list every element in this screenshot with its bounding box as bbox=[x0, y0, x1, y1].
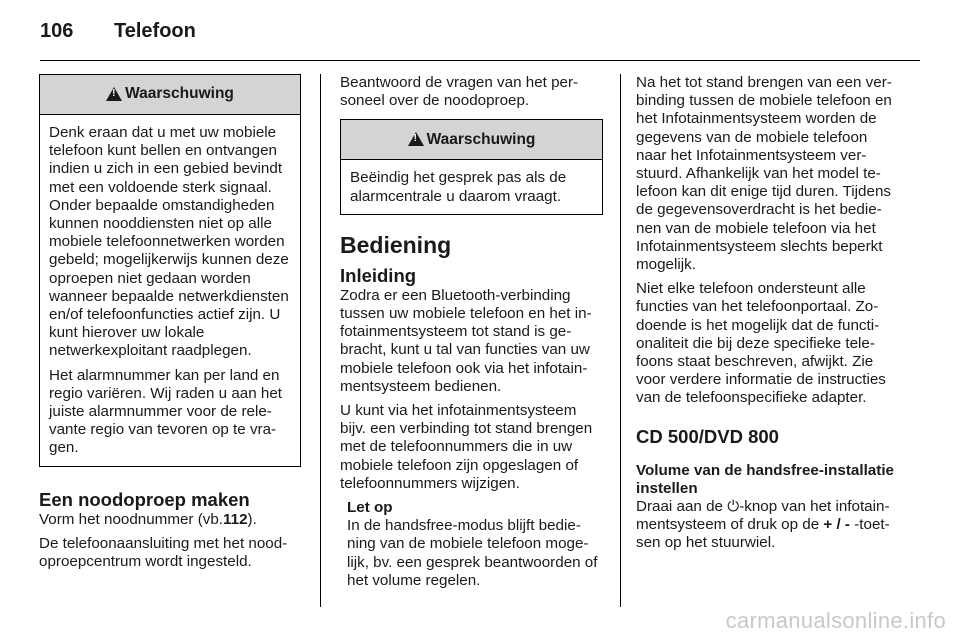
paragraph: Niet elke telefoon ondersteunt alle functies van het telefoonportaal. Zodoende is het mogelijk dat de functionaliteit die bij deze specifieke telefoons staat beschreven, afwijkt. Zie voor verdere informatie de instructies van de telefoonspecifieke adapter. bbox=[636, 280, 886, 407]
header-divider bbox=[40, 60, 920, 61]
note-box bbox=[340, 499, 603, 590]
heading-cd500-dvd800: CD 500/DVD 800 bbox=[636, 425, 779, 447]
warning-header bbox=[40, 75, 300, 115]
column-1 bbox=[39, 74, 301, 577]
warning-paragraph: Het alarmnummer kan per land en regio variëren. Wij raden u aan het juiste alarmnummer voor de relevante regio van tevoren op te vragen. bbox=[49, 366, 283, 457]
warning-triangle-icon bbox=[408, 132, 424, 146]
watermark: carmanualsonline.info bbox=[725, 608, 946, 633]
warning-box bbox=[39, 74, 301, 467]
text-segment: -knop van het infotainmentsysteem of druk op de bbox=[636, 497, 890, 533]
paragraph: Zodra er een Bluetooth-verbinding tussen uw mobiele telefoon en het infotainmentsysteem tot stand is gebracht, kunt u tal van functies van uw mobiele telefoon ook via het infotainmentsysteem bedienen. bbox=[340, 286, 592, 395]
text-segment: ). bbox=[247, 510, 257, 528]
subheading-introduction: Inleiding bbox=[340, 264, 417, 286]
warning-paragraph: Beëindig het gesprek pas als de alarmcentrale u daarom vraagt. bbox=[350, 169, 567, 205]
section-title: Telefoon bbox=[114, 20, 196, 42]
heading-emergency-call: Een noodoproep maken bbox=[39, 488, 250, 510]
note-text: In de handsfree-modus blijft bediening van de mobiele telefoon mogelijk, bv. een gesprek beantwoorden of het volume regelen. bbox=[347, 517, 598, 589]
paragraph bbox=[39, 511, 301, 529]
page-reference-link[interactable]: 112 bbox=[223, 510, 248, 528]
volume-keys-label: + / - bbox=[823, 515, 850, 533]
warning-body bbox=[40, 115, 300, 466]
paragraph bbox=[636, 498, 901, 553]
subheading-volume: Volume van de handsfree-installatie instellen bbox=[636, 461, 894, 497]
heading-operation: Bediening bbox=[340, 231, 452, 258]
warning-box bbox=[340, 119, 603, 214]
power-knob-icon: ⏻ bbox=[727, 497, 740, 515]
text-segment: Draai aan de bbox=[636, 497, 728, 515]
warning-triangle-icon bbox=[106, 87, 122, 101]
page-number: 106 bbox=[40, 20, 74, 42]
paragraph: De telefoonaansluiting met het noodoproepcentrum wordt ingesteld. bbox=[39, 534, 288, 571]
warning-title: Waarschuwing bbox=[125, 85, 234, 103]
paragraph: U kunt via het infotainmentsysteem bijv. een verbinding tot stand brengen met de telefoonnummers die in uw mobiele telefoon zijn opgeslagen of telefoonnummers wijzigen. bbox=[340, 402, 593, 492]
column-divider-1 bbox=[320, 74, 321, 607]
column-3 bbox=[636, 74, 901, 558]
paragraph: Na het tot stand brengen van een verbinding tussen de mobiele telefoon en het Infotainmentsysteem worden de gegevens van de mobiele telefoon naar het Infotainmentsysteem verstuurd. Afhankelijk van het model telefoon kan dit enige tijd duren. Tijdens de gegevensoverdracht is het bedienen van de mobiele telefoon via het Infotainmentsysteem slechts beperkt mogelijk. bbox=[636, 74, 892, 274]
paragraph: Beantwoord de vragen van het personeel over de noodoproep. bbox=[340, 74, 579, 110]
warning-paragraph: Denk eraan dat u met uw mobiele telefoon kunt bellen en ontvangen indien u zich in een gebied bevindt met een voldoende sterk signaal. Onder bepaalde omstandigheden kunnen nooddiensten niet op alle mobiele telefoonnetwerken worden gebeld; mogelijkerwijs kunnen deze oproepen niet gedaan worden wanneer bepaalde netwerkdiensten en/of telefoonfuncties actief zijn. U kunt hierover uw lokale netwerkexploitant raadplegen. bbox=[49, 124, 289, 360]
warning-header bbox=[341, 120, 602, 160]
warning-body bbox=[341, 160, 602, 213]
column-divider-2 bbox=[620, 74, 621, 607]
note-title: Let op bbox=[347, 499, 393, 517]
warning-title: Waarschuwing bbox=[426, 130, 536, 148]
column-2 bbox=[340, 74, 603, 596]
text-segment: -toetsen op het stuurwiel. bbox=[636, 515, 890, 552]
text-segment: Vorm het noodnummer (vb. bbox=[39, 510, 224, 528]
page-header bbox=[40, 20, 196, 50]
